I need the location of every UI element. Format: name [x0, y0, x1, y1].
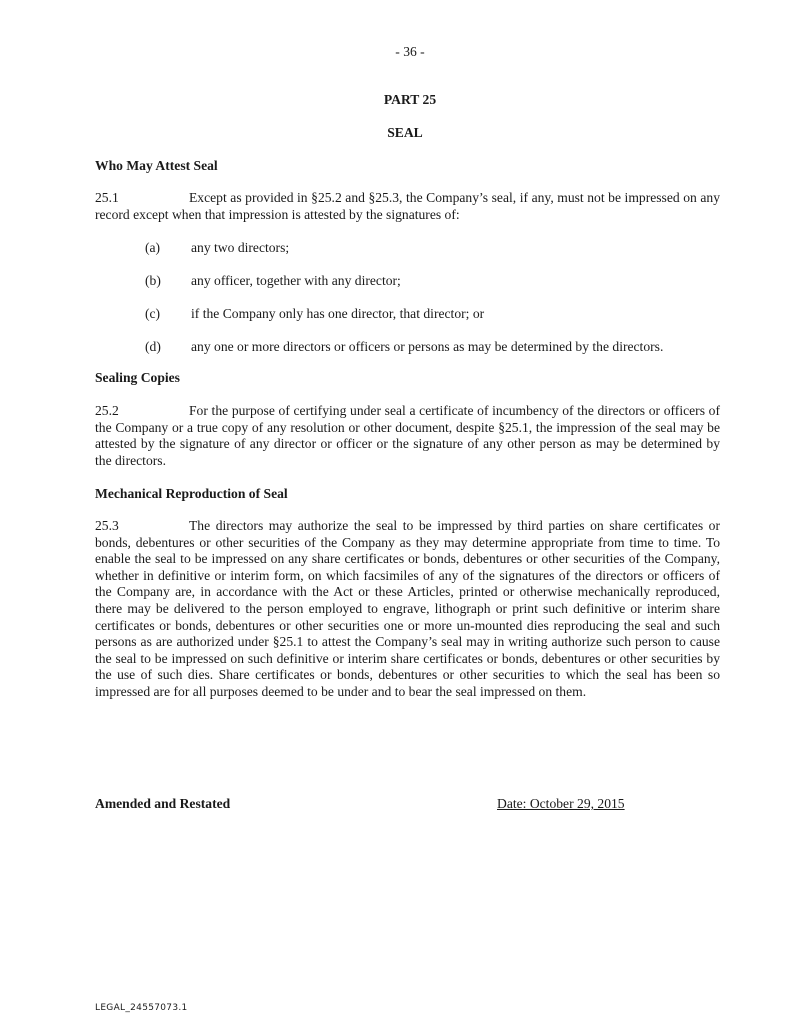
paragraph-number: 25.1 — [95, 190, 119, 205]
list-item-text: any officer, together with any director; — [191, 273, 401, 288]
paragraph-number: 25.2 — [95, 403, 119, 418]
list-item-text: any one or more directors or officers or persons as may be determined by the directors. — [191, 339, 664, 354]
paragraph-25-3 — [95, 518, 720, 701]
part-subtitle: SEAL — [387, 125, 423, 140]
paragraph-text: Except as provided in §25.2 and §25.3, the Company’s seal, if any, must not be impressed on any record except when that impression is attested by the signatures of: — [95, 190, 720, 222]
list-item-text: any two directors; — [191, 240, 290, 255]
page-number: - 36 - — [395, 44, 425, 59]
section-heading-attest: Who May Attest Seal — [95, 158, 218, 173]
list-item-c — [145, 306, 715, 323]
list-item-label: (d) — [145, 339, 161, 354]
document-id: LEGAL_24557073.1 — [95, 1003, 188, 1013]
footer-date: Date: October 29, 2015 — [497, 796, 625, 811]
paragraph-25-1 — [95, 190, 720, 223]
paragraph-number: 25.3 — [95, 518, 119, 533]
list-item-label: (c) — [145, 306, 161, 321]
paragraph-text: The directors may authorize the seal to be impressed by third parties on share certificates or bonds, debentures or other securities of the Company as they may determine appropriate from time to time. To enable the seal to be impressed on any share certificates or bonds, debentures or other securities of the Company, whether in definitive or interim form, on which facsimiles of any of the signatures of the directors or officers of the Company are, in accordance with the Act or these Articles, printed or otherwise mechanically reproduced, there may be delivered to the person employed to engrave, lithograph or print such definitive or interim share certificates or bonds, debentures or other securities one or more un-mounted dies reproducing the seal and such persons as are authorized under §25.1 to attest the Company’s seal may in writing authorize such person to cause the seal to be impressed on such definitive or interim share certificates or bonds, debentures or other securities by the use of such dies. Share certificates or bonds, debentures or other securities to which the seal has been so impressed are for all purposes deemed to be under and to bear the seal impressed on them. — [95, 518, 720, 699]
section-heading-copies: Sealing Copies — [95, 370, 180, 385]
section-heading-mechanical: Mechanical Reproduction of Seal — [95, 486, 288, 501]
list-item-b — [145, 273, 715, 290]
paragraph-25-2 — [95, 403, 720, 469]
list-item-text: if the Company only has one director, that director; or — [191, 306, 485, 321]
list-item-label: (a) — [145, 240, 161, 255]
list-item-d — [145, 339, 715, 356]
list-item-a — [145, 240, 715, 257]
footer-amended-label: Amended and Restated — [95, 796, 231, 811]
list-item-label: (b) — [145, 273, 161, 288]
paragraph-text: For the purpose of certifying under seal a certificate of incumbency of the directors or officers of the Company or a true copy of any resolution or other document, despite §25.1, the impression of the seal may be attested by the signature of any director or officer or the signature of any other person as may be determined by the directors. — [95, 403, 720, 468]
part-title: PART 25 — [383, 92, 437, 107]
